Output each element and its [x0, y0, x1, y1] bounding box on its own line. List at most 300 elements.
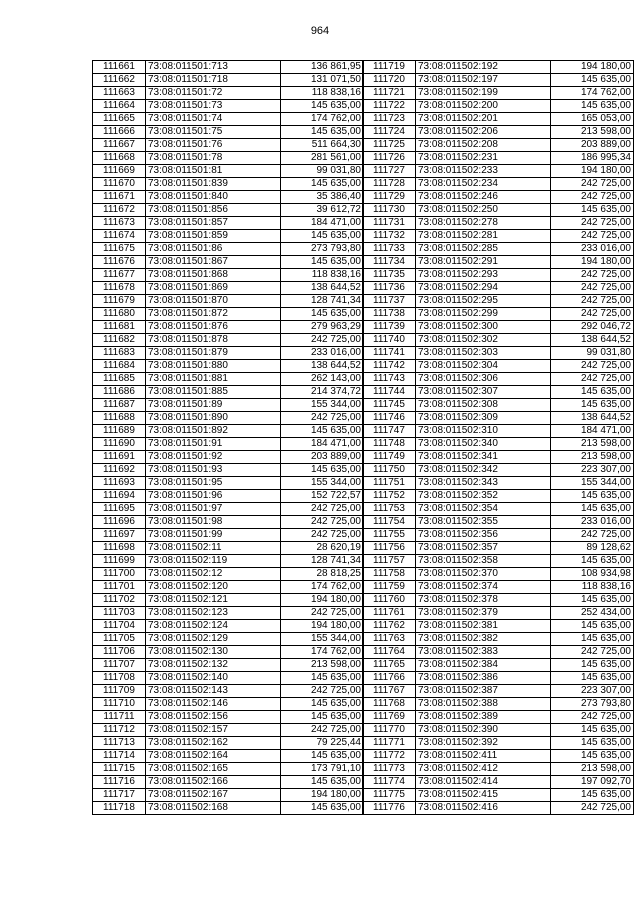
register-table-right — [362, 60, 634, 815]
cadastral-number: 73:08:011502:246 — [416, 191, 551, 204]
row-number: 111703 — [93, 607, 146, 620]
table-row — [363, 529, 634, 542]
cadastral-value: 242 725,00 — [551, 308, 634, 321]
cadastral-value: 155 344,00 — [281, 633, 364, 646]
cadastral-number: 73:08:011501:95 — [146, 477, 281, 490]
cadastral-number: 73:08:011502:310 — [416, 425, 551, 438]
cadastral-value: 213 598,00 — [551, 126, 634, 139]
cadastral-value: 194 180,00 — [281, 620, 364, 633]
table-row — [363, 87, 634, 100]
table-row — [93, 438, 364, 451]
cadastral-number: 73:08:011502:206 — [416, 126, 551, 139]
cadastral-value: 155 344,00 — [281, 477, 364, 490]
table-row — [93, 399, 364, 412]
table-row — [93, 243, 364, 256]
row-number: 111773 — [363, 763, 416, 776]
row-number: 111687 — [93, 399, 146, 412]
table-row — [93, 334, 364, 347]
cadastral-number: 73:08:011502:307 — [416, 386, 551, 399]
cadastral-number: 73:08:011502:119 — [146, 555, 281, 568]
row-number: 111776 — [363, 802, 416, 815]
row-number: 111677 — [93, 269, 146, 282]
table-row — [363, 230, 634, 243]
table-row — [363, 490, 634, 503]
table-row — [93, 282, 364, 295]
row-number: 111676 — [93, 256, 146, 269]
table-row — [363, 503, 634, 516]
row-number: 111704 — [93, 620, 146, 633]
cadastral-number: 73:08:011501:96 — [146, 490, 281, 503]
cadastral-number: 73:08:011501:89 — [146, 399, 281, 412]
cadastral-value: 214 374,72 — [281, 386, 364, 399]
cadastral-value: 128 741,34 — [281, 555, 364, 568]
cadastral-number: 73:08:011502:129 — [146, 633, 281, 646]
cadastral-number: 73:08:011502:192 — [416, 61, 551, 74]
row-number: 111691 — [93, 451, 146, 464]
cadastral-number: 73:08:011502:162 — [146, 737, 281, 750]
row-number: 111701 — [93, 581, 146, 594]
cadastral-value: 262 143,00 — [281, 373, 364, 386]
row-number: 111690 — [93, 438, 146, 451]
table-row — [93, 516, 364, 529]
cadastral-value: 145 635,00 — [551, 724, 634, 737]
row-number: 111733 — [363, 243, 416, 256]
cadastral-value: 242 725,00 — [281, 607, 364, 620]
row-number: 111692 — [93, 464, 146, 477]
table-row — [363, 724, 634, 737]
row-number: 111745 — [363, 399, 416, 412]
table-row — [363, 152, 634, 165]
cadastral-number: 73:08:011502:281 — [416, 230, 551, 243]
cadastral-value: 203 889,00 — [551, 139, 634, 152]
cadastral-number: 73:08:011502:415 — [416, 789, 551, 802]
table-row — [93, 529, 364, 542]
table-row — [363, 568, 634, 581]
cadastral-number: 73:08:011501:839 — [146, 178, 281, 191]
row-number: 111706 — [93, 646, 146, 659]
row-number: 111662 — [93, 74, 146, 87]
row-number: 111718 — [93, 802, 146, 815]
cadastral-number: 73:08:011501:93 — [146, 464, 281, 477]
cadastral-number: 73:08:011502:382 — [416, 633, 551, 646]
cadastral-value: 174 762,00 — [551, 87, 634, 100]
row-number: 111744 — [363, 386, 416, 399]
cadastral-number: 73:08:011502:168 — [146, 802, 281, 815]
cadastral-number: 73:08:011501:885 — [146, 386, 281, 399]
cadastral-number: 73:08:011501:92 — [146, 451, 281, 464]
row-number: 111764 — [363, 646, 416, 659]
cadastral-number: 73:08:011502:343 — [416, 477, 551, 490]
cadastral-value: 292 046,72 — [551, 321, 634, 334]
cadastral-value: 89 128,62 — [551, 542, 634, 555]
cadastral-number: 73:08:011501:890 — [146, 412, 281, 425]
table-row — [93, 230, 364, 243]
cadastral-number: 73:08:011502:120 — [146, 581, 281, 594]
table-row — [363, 659, 634, 672]
cadastral-number: 73:08:011501:876 — [146, 321, 281, 334]
row-number: 111712 — [93, 724, 146, 737]
cadastral-value: 242 725,00 — [551, 529, 634, 542]
cadastral-number: 73:08:011502:378 — [416, 594, 551, 607]
row-number: 111746 — [363, 412, 416, 425]
cadastral-value: 223 307,00 — [551, 685, 634, 698]
cadastral-value: 213 598,00 — [551, 438, 634, 451]
cadastral-number: 73:08:011502:304 — [416, 360, 551, 373]
cadastral-number: 73:08:011501:97 — [146, 503, 281, 516]
cadastral-number: 73:08:011502:11 — [146, 542, 281, 555]
table-row — [93, 503, 364, 516]
table-row — [363, 165, 634, 178]
table-row — [363, 620, 634, 633]
table-row — [363, 126, 634, 139]
cadastral-value: 145 635,00 — [551, 750, 634, 763]
row-number: 111695 — [93, 503, 146, 516]
cadastral-value: 145 635,00 — [281, 100, 364, 113]
table-row — [363, 451, 634, 464]
cadastral-number: 73:08:011502:389 — [416, 711, 551, 724]
table-row — [93, 477, 364, 490]
row-number: 111737 — [363, 295, 416, 308]
cadastral-value: 242 725,00 — [551, 178, 634, 191]
cadastral-number: 73:08:011502:411 — [416, 750, 551, 763]
cadastral-value: 165 053,00 — [551, 113, 634, 126]
row-number: 111720 — [363, 74, 416, 87]
cadastral-value: 39 612,72 — [281, 204, 364, 217]
table-row — [363, 425, 634, 438]
table-row — [363, 334, 634, 347]
table-row — [363, 516, 634, 529]
cadastral-number: 73:08:011502:146 — [146, 698, 281, 711]
cadastral-value: 145 635,00 — [551, 503, 634, 516]
cadastral-number: 73:08:011502:121 — [146, 594, 281, 607]
row-number: 111708 — [93, 672, 146, 685]
cadastral-value: 145 635,00 — [551, 594, 634, 607]
row-number: 111758 — [363, 568, 416, 581]
row-number: 111759 — [363, 581, 416, 594]
table-row — [363, 672, 634, 685]
row-number: 111757 — [363, 555, 416, 568]
cadastral-value: 281 561,00 — [281, 152, 364, 165]
cadastral-number: 73:08:011501:78 — [146, 152, 281, 165]
cadastral-number: 73:08:011502:357 — [416, 542, 551, 555]
cadastral-value: 145 635,00 — [551, 386, 634, 399]
cadastral-number: 73:08:011501:879 — [146, 347, 281, 360]
table-row — [363, 542, 634, 555]
row-number: 111771 — [363, 737, 416, 750]
table-row — [93, 139, 364, 152]
row-number: 111732 — [363, 230, 416, 243]
cadastral-number: 73:08:011502:341 — [416, 451, 551, 464]
table-row — [93, 360, 364, 373]
table-row — [93, 594, 364, 607]
table-row — [363, 646, 634, 659]
row-number: 111760 — [363, 594, 416, 607]
cadastral-value: 242 725,00 — [551, 282, 634, 295]
cadastral-value: 145 635,00 — [551, 620, 634, 633]
cadastral-value: 184 471,00 — [281, 438, 364, 451]
row-number: 111761 — [363, 607, 416, 620]
table-row — [93, 204, 364, 217]
table-row — [93, 542, 364, 555]
cadastral-number: 73:08:011502:342 — [416, 464, 551, 477]
cadastral-value: 145 635,00 — [551, 555, 634, 568]
row-number: 111696 — [93, 516, 146, 529]
table-row — [93, 490, 364, 503]
cadastral-value: 242 725,00 — [551, 711, 634, 724]
cadastral-value: 35 386,40 — [281, 191, 364, 204]
row-number: 111735 — [363, 269, 416, 282]
row-number: 111672 — [93, 204, 146, 217]
cadastral-value: 145 635,00 — [551, 633, 634, 646]
row-number: 111680 — [93, 308, 146, 321]
row-number: 111683 — [93, 347, 146, 360]
cadastral-value: 145 635,00 — [551, 204, 634, 217]
cadastral-value: 145 635,00 — [281, 711, 364, 724]
cadastral-number: 73:08:011502:354 — [416, 503, 551, 516]
table-row — [93, 100, 364, 113]
row-number: 111663 — [93, 87, 146, 100]
table-row — [93, 776, 364, 789]
cadastral-value: 99 031,80 — [281, 165, 364, 178]
cadastral-number: 73:08:011502:309 — [416, 412, 551, 425]
cadastral-number: 73:08:011501:840 — [146, 191, 281, 204]
table-row — [363, 360, 634, 373]
row-number: 111716 — [93, 776, 146, 789]
table-row — [93, 620, 364, 633]
cadastral-value: 145 635,00 — [281, 750, 364, 763]
table-row — [363, 607, 634, 620]
table-row — [363, 321, 634, 334]
cadastral-value: 28 818,25 — [281, 568, 364, 581]
table-row — [363, 633, 634, 646]
table-row — [93, 217, 364, 230]
row-number: 111743 — [363, 373, 416, 386]
cadastral-number: 73:08:011502:166 — [146, 776, 281, 789]
row-number: 111689 — [93, 425, 146, 438]
row-number: 111669 — [93, 165, 146, 178]
row-number: 111710 — [93, 698, 146, 711]
cadastral-number: 73:08:011502:374 — [416, 581, 551, 594]
cadastral-number: 73:08:011502:231 — [416, 152, 551, 165]
table-row — [93, 373, 364, 386]
cadastral-value: 242 725,00 — [281, 503, 364, 516]
cadastral-number: 73:08:011502:233 — [416, 165, 551, 178]
cadastral-value: 79 225,44 — [281, 737, 364, 750]
cadastral-number: 73:08:011502:383 — [416, 646, 551, 659]
table-row — [363, 685, 634, 698]
row-number: 111739 — [363, 321, 416, 334]
table-row — [363, 256, 634, 269]
cadastral-value: 173 791,10 — [281, 763, 364, 776]
row-number: 111724 — [363, 126, 416, 139]
cadastral-number: 73:08:011502:416 — [416, 802, 551, 815]
cadastral-number: 73:08:011502:140 — [146, 672, 281, 685]
table-row — [363, 282, 634, 295]
cadastral-value: 242 725,00 — [551, 373, 634, 386]
cadastral-number: 73:08:011502:293 — [416, 269, 551, 282]
cadastral-value: 242 725,00 — [281, 529, 364, 542]
table-row — [363, 737, 634, 750]
table-row — [363, 802, 634, 815]
cadastral-value: 233 016,00 — [281, 347, 364, 360]
row-number: 111682 — [93, 334, 146, 347]
table-row — [93, 386, 364, 399]
cadastral-value: 242 725,00 — [281, 334, 364, 347]
table-row — [363, 789, 634, 802]
cadastral-value: 118 838,16 — [551, 581, 634, 594]
cadastral-number: 73:08:011502:12 — [146, 568, 281, 581]
cadastral-value: 194 180,00 — [551, 61, 634, 74]
row-number: 111668 — [93, 152, 146, 165]
cadastral-number: 73:08:011502:250 — [416, 204, 551, 217]
table-row — [93, 750, 364, 763]
cadastral-number: 73:08:011502:387 — [416, 685, 551, 698]
cadastral-value: 242 725,00 — [281, 685, 364, 698]
row-number: 111775 — [363, 789, 416, 802]
cadastral-number: 73:08:011502:300 — [416, 321, 551, 334]
cadastral-number: 73:08:011501:81 — [146, 165, 281, 178]
cadastral-value: 242 725,00 — [551, 217, 634, 230]
cadastral-number: 73:08:011502:355 — [416, 516, 551, 529]
cadastral-value: 194 180,00 — [281, 594, 364, 607]
cadastral-number: 73:08:011501:98 — [146, 516, 281, 529]
cadastral-value: 252 434,00 — [551, 607, 634, 620]
row-number: 111693 — [93, 477, 146, 490]
cadastral-number: 73:08:011502:294 — [416, 282, 551, 295]
table-row — [363, 412, 634, 425]
row-number: 111721 — [363, 87, 416, 100]
row-number: 111730 — [363, 204, 416, 217]
cadastral-value: 152 722,57 — [281, 490, 364, 503]
row-number: 111698 — [93, 542, 146, 555]
row-number: 111725 — [363, 139, 416, 152]
cadastral-number: 73:08:011501:867 — [146, 256, 281, 269]
cadastral-value: 174 762,00 — [281, 646, 364, 659]
register-table-left-body — [93, 61, 364, 815]
table-row — [93, 646, 364, 659]
cadastral-value: 279 963,29 — [281, 321, 364, 334]
row-number: 111723 — [363, 113, 416, 126]
cadastral-value: 242 725,00 — [551, 646, 634, 659]
cadastral-value: 145 635,00 — [281, 308, 364, 321]
row-number: 111697 — [93, 529, 146, 542]
cadastral-number: 73:08:011502:295 — [416, 295, 551, 308]
table-row — [363, 191, 634, 204]
cadastral-number: 73:08:011502:308 — [416, 399, 551, 412]
cadastral-number: 73:08:011502:165 — [146, 763, 281, 776]
table-row — [363, 581, 634, 594]
cadastral-value: 242 725,00 — [551, 269, 634, 282]
row-number: 111727 — [363, 165, 416, 178]
table-row — [93, 672, 364, 685]
row-number: 111750 — [363, 464, 416, 477]
row-number: 111673 — [93, 217, 146, 230]
cadastral-value: 242 725,00 — [551, 191, 634, 204]
table-row — [363, 347, 634, 360]
register-table-right-body — [363, 61, 634, 815]
cadastral-number: 73:08:011502:356 — [416, 529, 551, 542]
cadastral-value: 118 838,16 — [281, 269, 364, 282]
row-number: 111740 — [363, 334, 416, 347]
row-number: 111767 — [363, 685, 416, 698]
table-row — [363, 295, 634, 308]
cadastral-number: 73:08:011502:200 — [416, 100, 551, 113]
row-number: 111731 — [363, 217, 416, 230]
cadastral-number: 73:08:011502:352 — [416, 490, 551, 503]
cadastral-value: 138 644,52 — [551, 412, 634, 425]
cadastral-value: 138 644,52 — [281, 360, 364, 373]
row-number: 111749 — [363, 451, 416, 464]
cadastral-number: 73:08:011502:199 — [416, 87, 551, 100]
cadastral-value: 511 664,30 — [281, 139, 364, 152]
cadastral-value: 28 620,19 — [281, 542, 364, 555]
cadastral-number: 73:08:011501:892 — [146, 425, 281, 438]
cadastral-value: 233 016,00 — [551, 516, 634, 529]
cadastral-number: 73:08:011502:123 — [146, 607, 281, 620]
table-row — [93, 87, 364, 100]
cadastral-number: 73:08:011502:291 — [416, 256, 551, 269]
cadastral-value: 145 635,00 — [551, 74, 634, 87]
cadastral-number: 73:08:011501:713 — [146, 61, 281, 74]
cadastral-value: 145 635,00 — [281, 126, 364, 139]
cadastral-number: 73:08:011502:143 — [146, 685, 281, 698]
row-number: 111736 — [363, 282, 416, 295]
cadastral-value: 118 838,16 — [281, 87, 364, 100]
cadastral-number: 73:08:011502:201 — [416, 113, 551, 126]
table-row — [363, 750, 634, 763]
row-number: 111748 — [363, 438, 416, 451]
cadastral-number: 73:08:011502:302 — [416, 334, 551, 347]
page-number: 964 — [310, 25, 330, 37]
row-number: 111715 — [93, 763, 146, 776]
cadastral-number: 73:08:011502:164 — [146, 750, 281, 763]
cadastral-number: 73:08:011501:859 — [146, 230, 281, 243]
table-row — [363, 477, 634, 490]
table-row — [363, 308, 634, 321]
cadastral-number: 73:08:011502:303 — [416, 347, 551, 360]
cadastral-value: 155 344,00 — [551, 477, 634, 490]
cadastral-number: 73:08:011502:306 — [416, 373, 551, 386]
table-row — [93, 178, 364, 191]
table-row — [93, 763, 364, 776]
cadastral-number: 73:08:011502:340 — [416, 438, 551, 451]
cadastral-value: 213 598,00 — [281, 659, 364, 672]
cadastral-number: 73:08:011501:872 — [146, 308, 281, 321]
table-row — [93, 789, 364, 802]
cadastral-number: 73:08:011502:390 — [416, 724, 551, 737]
row-number: 111686 — [93, 386, 146, 399]
table-row — [93, 126, 364, 139]
row-number: 111709 — [93, 685, 146, 698]
cadastral-number: 73:08:011502:388 — [416, 698, 551, 711]
cadastral-value: 242 725,00 — [551, 295, 634, 308]
cadastral-value: 145 635,00 — [551, 659, 634, 672]
table-row — [93, 464, 364, 477]
row-number: 111719 — [363, 61, 416, 74]
cadastral-number: 73:08:011502:157 — [146, 724, 281, 737]
row-number: 111711 — [93, 711, 146, 724]
cadastral-value: 197 092,70 — [551, 776, 634, 789]
table-row — [363, 698, 634, 711]
row-number: 111763 — [363, 633, 416, 646]
cadastral-value: 108 934,98 — [551, 568, 634, 581]
table-row — [363, 61, 634, 74]
cadastral-number: 73:08:011502:234 — [416, 178, 551, 191]
row-number: 111688 — [93, 412, 146, 425]
table-row — [93, 61, 364, 74]
table-row — [93, 568, 364, 581]
cadastral-value: 194 180,00 — [281, 789, 364, 802]
